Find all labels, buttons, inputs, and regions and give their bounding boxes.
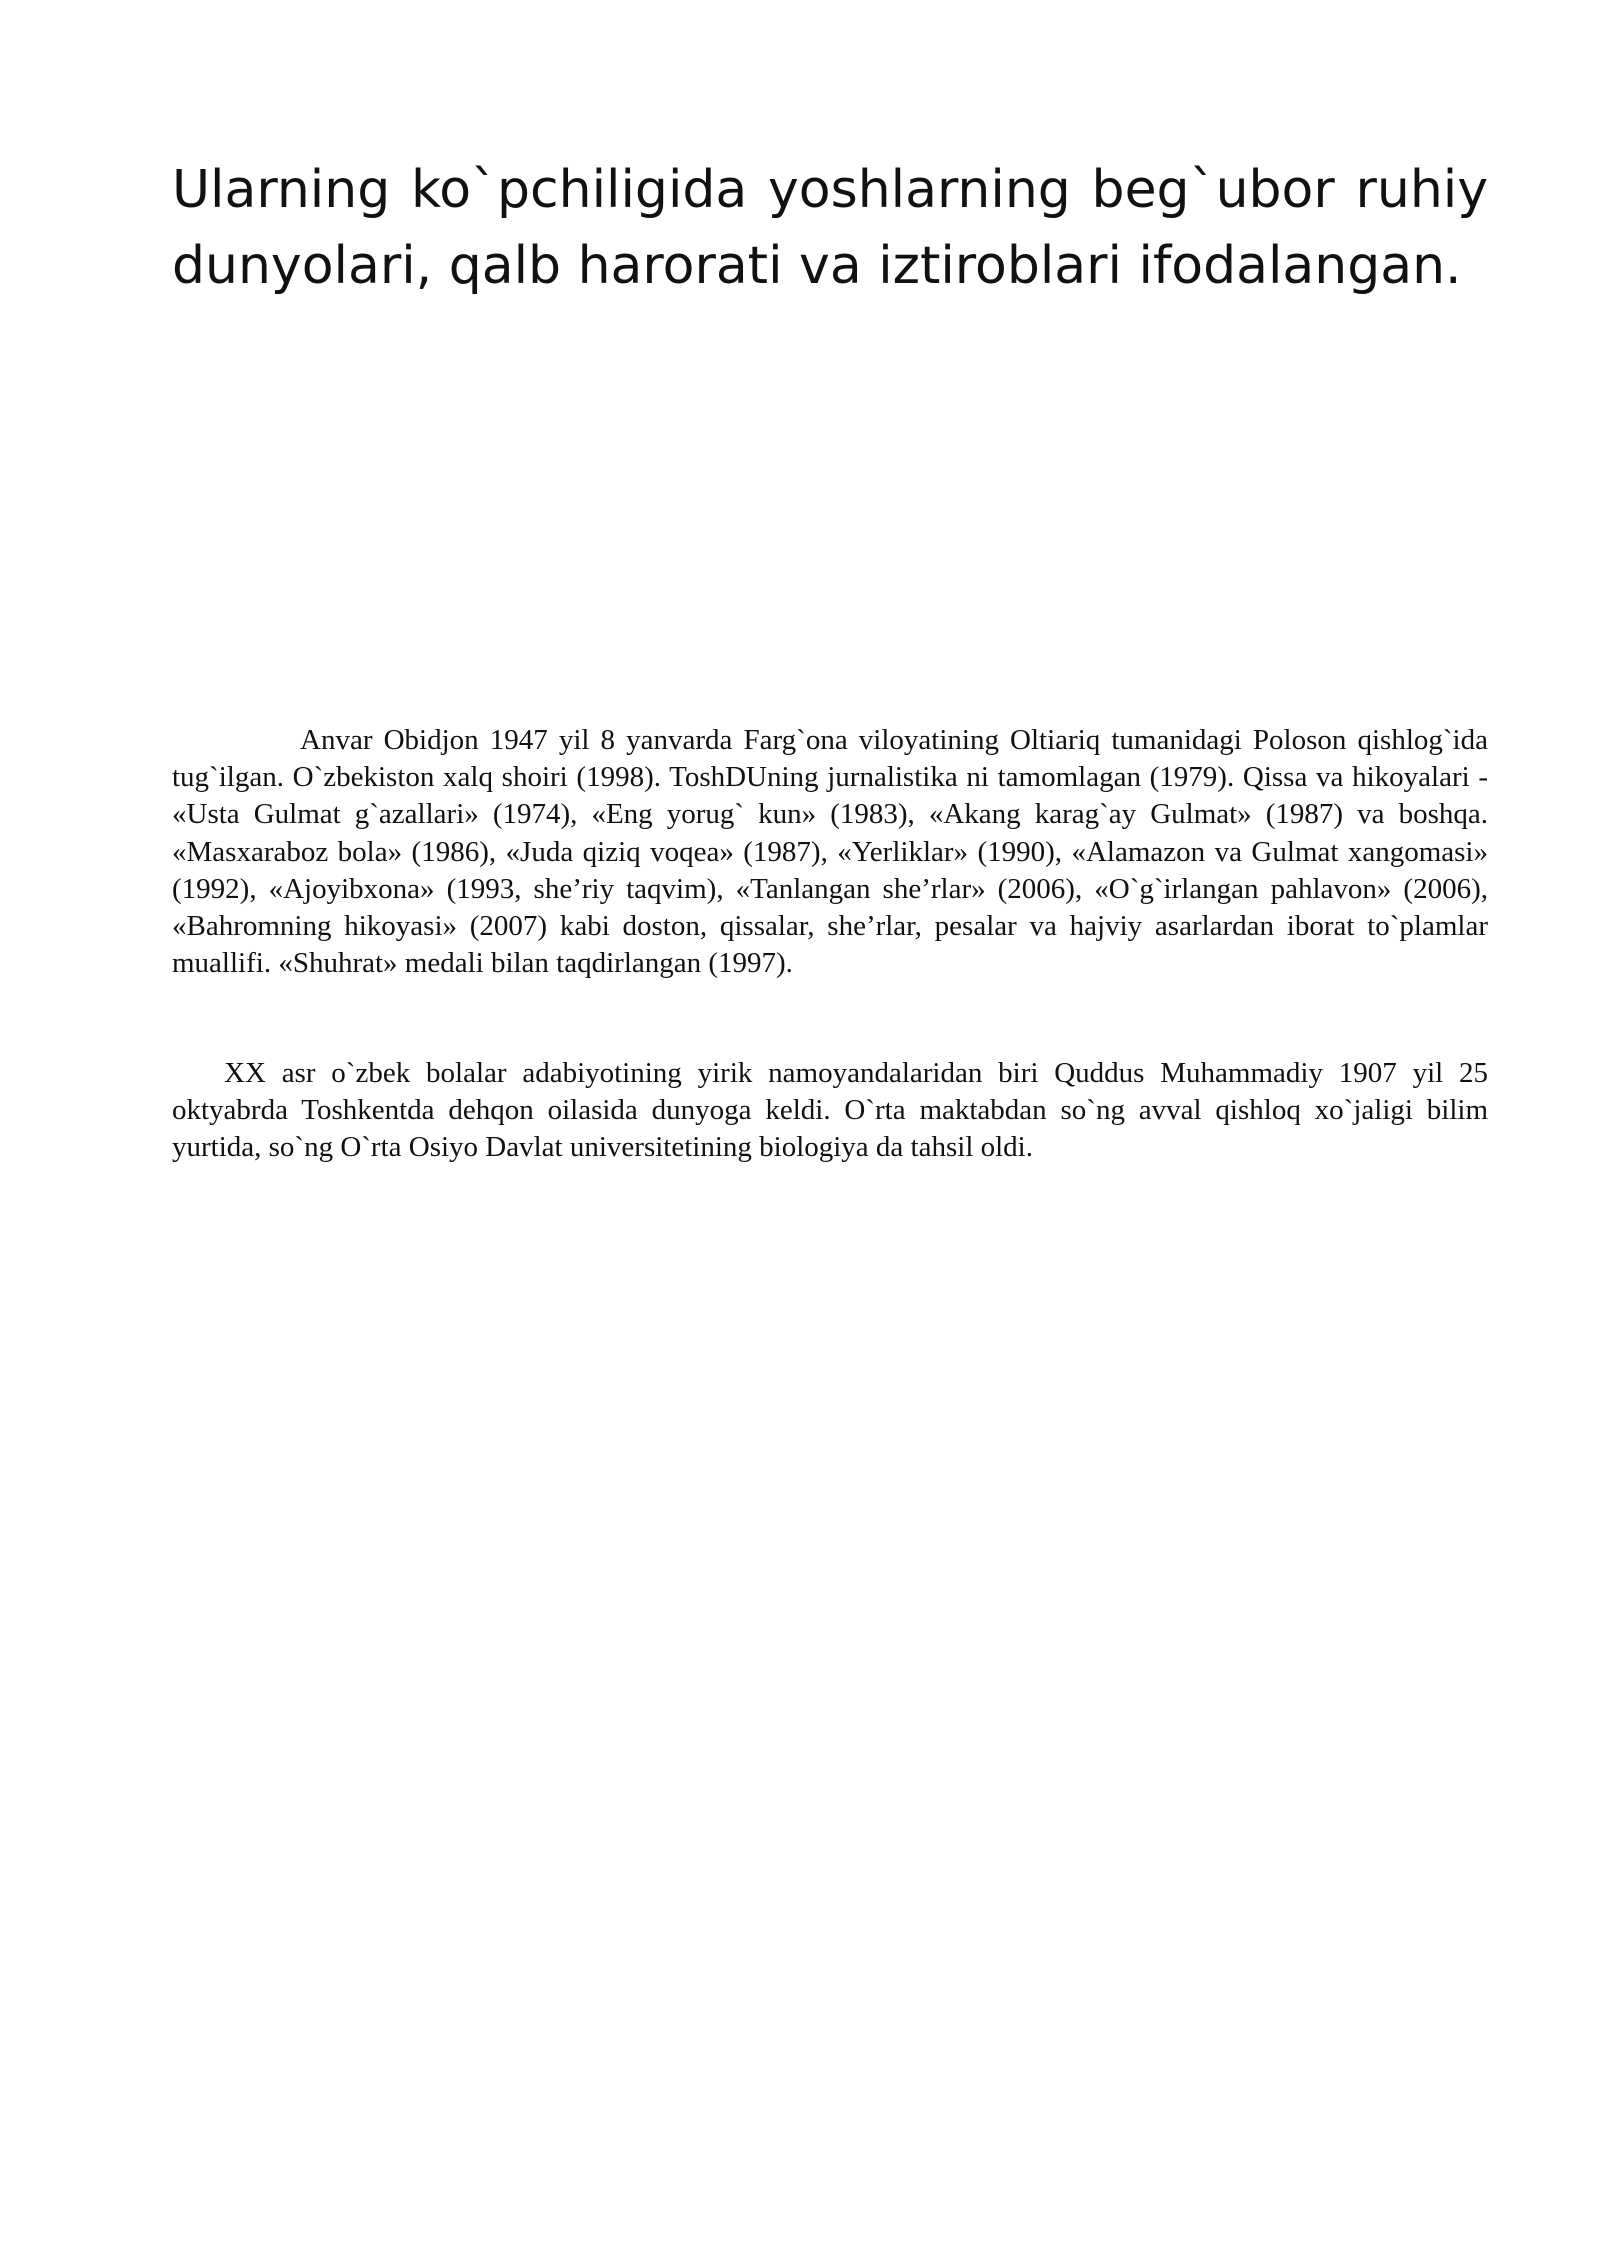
page-heading: Ularning ko`pchiligida yoshlarning beg`ubor ruhiy dunyolari, qalb harorati va iztiroblari ifodalangan. xyxy=(172,160,1488,296)
paragraph-anvar-obidjon: Anvar Obidjon 1947 yil 8 yanvarda Farg`ona viloyatining Oltiariq tumanidagi Poloson qishlog`ida tug`ilgan. O`zbekiston xalq shoiri (1998). ToshDUning jurnalistika ni tamomlagan (1979). Qissa va hikoyalari - «Usta Gulmat g`azallari» (1974), «Eng yorug` kun» (1983), «Akang karag`ay Gulmat» (1987) va boshqa. «Masxaraboz bola» (1986), «Juda qiziq voqea» (1987), «Yerliklar» (1990), «Alamazon va Gulmat xangomasi» (1992), «Ajoyibxona» (1993, she’riy taqvim), «Tanlangan she’rlar» (2006), «O`g`irlangan pahlavon» (2006), «Bahromning hikoyasi» (2007) kabi doston, qissalar, she’rlar, pesalar va hajviy asarlardan iborat to`plamlar muallifi. «Shuhrat» medali bilan taqdirlangan (1997). xyxy=(172,724,1488,980)
paragraph-quddus-muhammadiy: XX asr o`zbek bolalar adabiyotining yirik namoyandalaridan biri Quddus Muhammadiy 1907 yil 25 oktyabrda Toshkentda dehqon oilasida dunyoga keldi. O`rta maktabdan so`ng avval qishloq xo`jaligi bilim yurtida, so`ng O`rta Osiyo Davlat universitetining biologiya da tahsil oldi. xyxy=(172,1057,1488,1164)
